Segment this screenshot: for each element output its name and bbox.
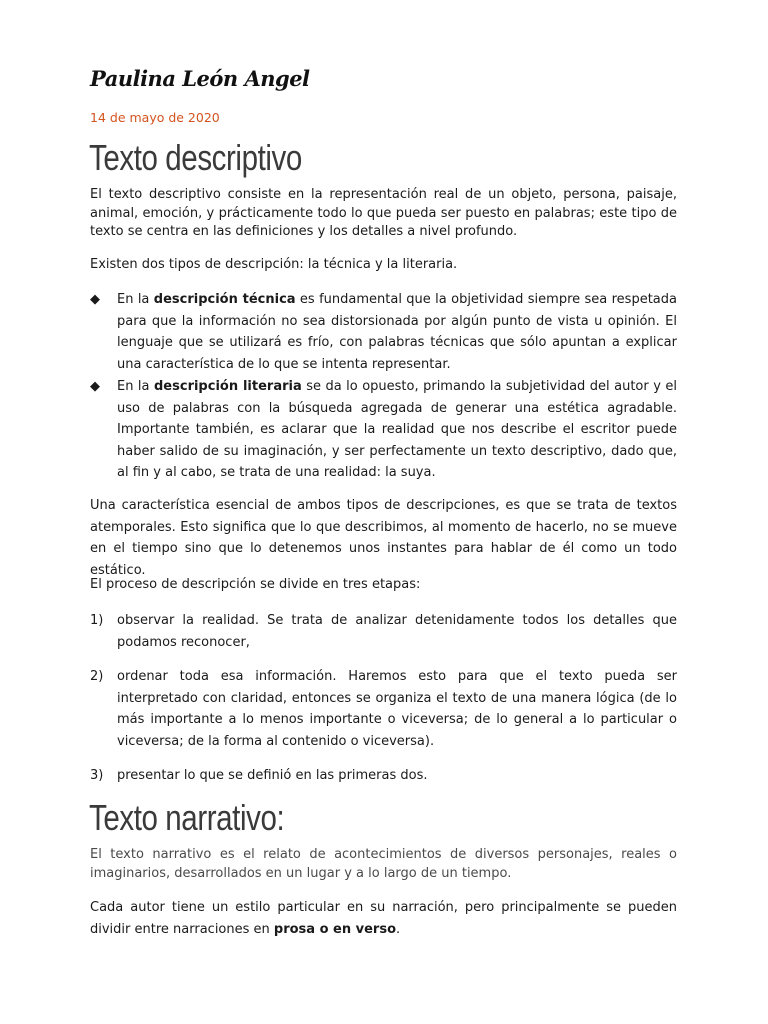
- types-paragraph: Existen dos tipos de descripción: la técnica y la literaria.: [90, 257, 458, 272]
- section-title-narrativo: Texto narrativo:: [89, 797, 285, 838]
- author-name: Paulina León Angel: [90, 66, 310, 91]
- intro-paragraph: El texto descriptivo consiste en la representación real de un objeto, persona, paisaje, animal, emoción, y prácticamente todo lo que pueda ser puesto en palabras; este tipo de texto se centra en las definiciones y los detalles a nivel profundo.: [90, 187, 677, 239]
- list-item: [90, 666, 677, 752]
- document-date: 14 de mayo de 2020: [90, 110, 220, 125]
- list-item: [90, 765, 677, 787]
- list-number: 1): [90, 613, 104, 628]
- step-text: observar la realidad. Se trata de analizar detenidamente todos los detalles que podamos reconocer,: [117, 613, 677, 650]
- bullet-marker-icon: ◆: [90, 379, 100, 394]
- list-number: 2): [90, 669, 104, 684]
- bullet-text: En la descripción literaria se da lo opuesto, primando la subjetividad del autor y el uso de palabras con la búsqueda agregada de generar una estética agradable. Importante también, es aclarar que la realidad que nos describe el escritor puede haber salido de su imaginación, y ser perfectamente un texto descriptivo, dado que, al fin y al cabo, se trata de una realidad: la suya.: [117, 379, 677, 480]
- narrative-intro-paragraph: El texto narrativo es el relato de acontecimientos de diversos personajes, reales o imaginarios, desarrollados en un lugar y a lo largo de un tiempo.: [90, 847, 677, 881]
- narrative-styles-paragraph: Cada autor tiene un estilo particular en su narración, pero principalmente se pueden dividir entre narraciones en prosa o en verso.: [90, 900, 677, 937]
- list-number: 3): [90, 768, 104, 783]
- bold-term: descripción técnica: [153, 292, 296, 307]
- list-item: [90, 376, 677, 484]
- list-item: [90, 610, 677, 653]
- process-paragraph: El proceso de descripción se divide en tres etapas:: [90, 577, 421, 592]
- characteristic-paragraph: Una característica esencial de ambos tipos de descripciones, es que se trata de textos atemporales. Esto significa que lo que describimos, al momento de hacerlo, no se mueve en el tiempo sino que lo detenemos unos instantes para hablar de él como un todo estático.: [90, 498, 677, 578]
- bold-term: descripción literaria: [154, 379, 302, 394]
- bullet-text: En la descripción técnica es fundamental que la objetividad siempre sea respetada para que la información no sea distorsionada por algún punto de vista u opinión. El lenguaje que se utilizará es frío, con palabras técnicas que sólo apuntan a explicar una característica de lo que se intenta representar.: [117, 292, 677, 372]
- step-text: presentar lo que se definió en las primeras dos.: [117, 768, 428, 783]
- bullet-marker-icon: ◆: [90, 292, 100, 307]
- bold-term: prosa o en verso: [273, 921, 397, 937]
- section-title-descriptivo: Texto descriptivo: [89, 137, 302, 178]
- step-text: ordenar toda esa información. Haremos esto para que el texto pueda ser interpretado con claridad, entonces se organiza el texto de una manera lógica (de lo más importante a lo menos importante o viceversa; de lo general a lo particular o viceversa; de la forma al contenido o viceversa).: [117, 669, 677, 749]
- list-item: [90, 289, 677, 375]
